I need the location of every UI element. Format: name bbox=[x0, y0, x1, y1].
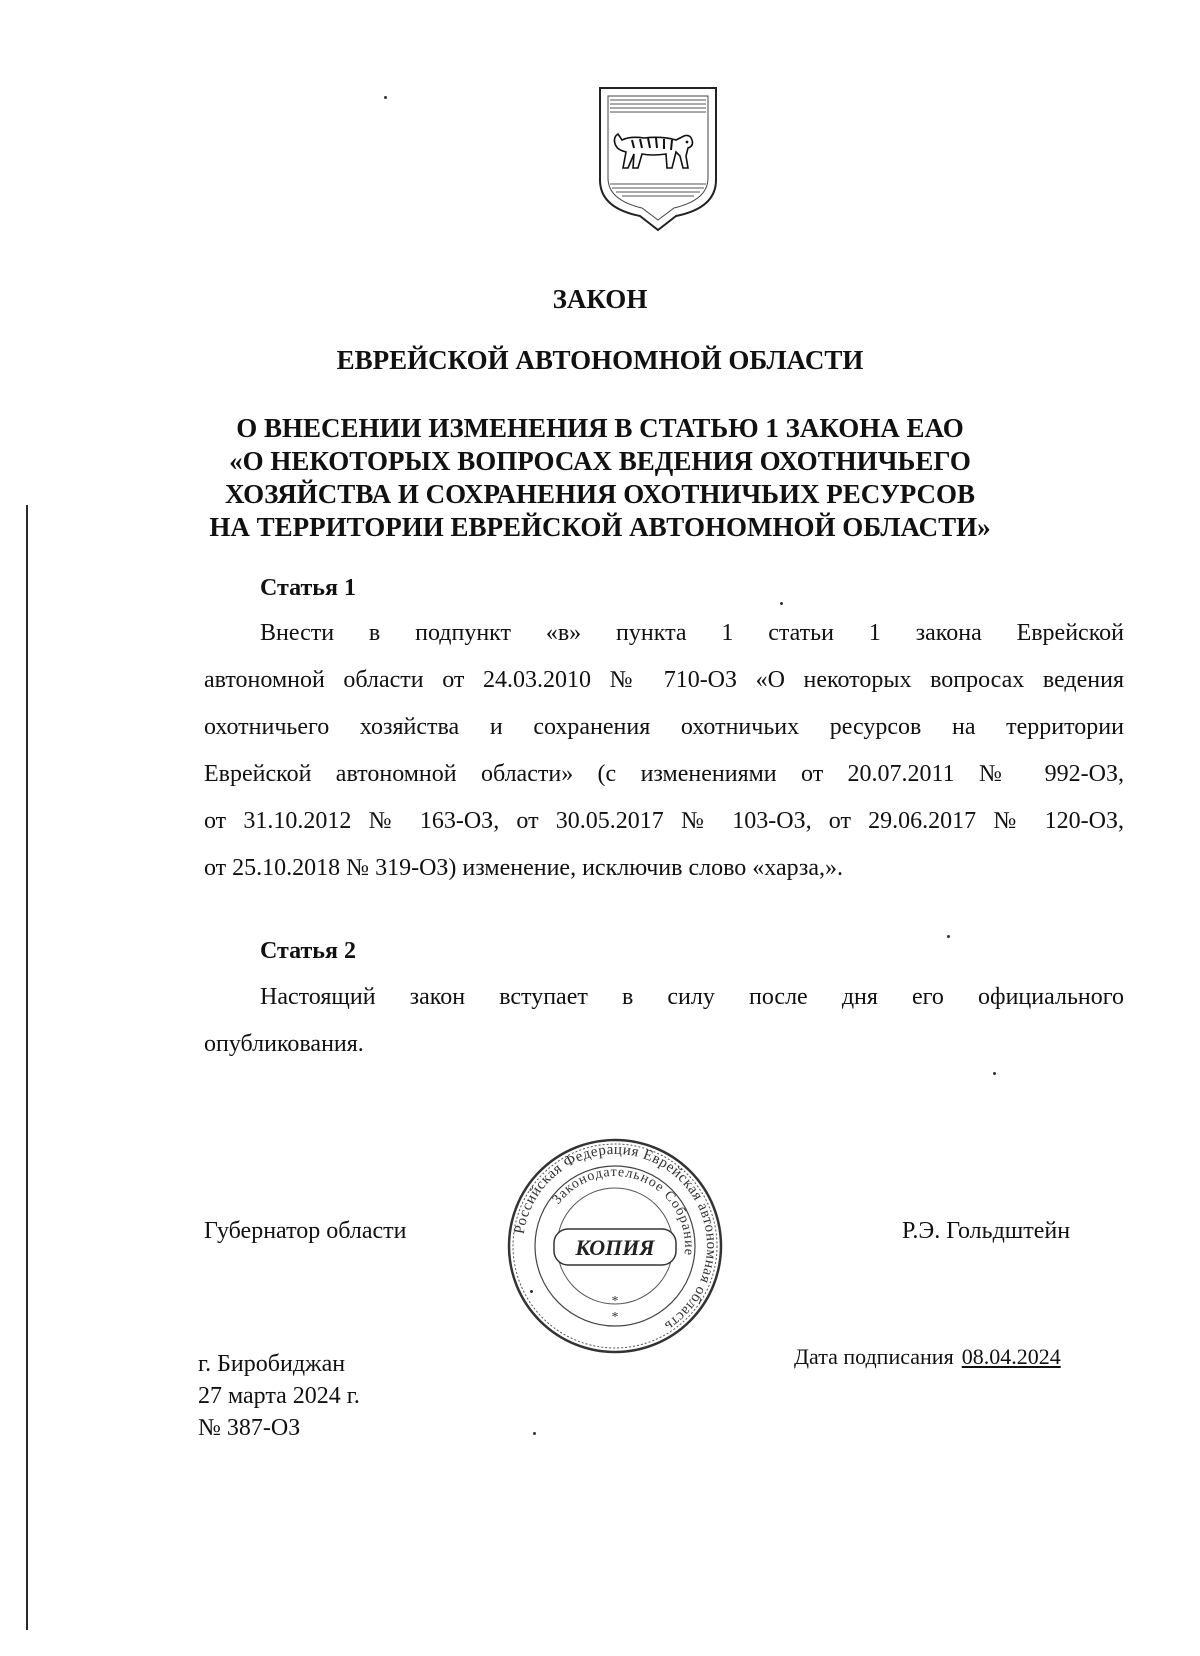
article-1-text bbox=[204, 610, 1124, 892]
stamp-inner-text: Законодательное Собрание bbox=[549, 1164, 697, 1257]
scan-speck bbox=[993, 1072, 996, 1075]
article-1-line: от 25.10.2018 № 319-ОЗ) изменение, исключив слово «харза,». bbox=[204, 855, 844, 881]
law-title bbox=[150, 412, 1050, 544]
law-title-line: НА ТЕРРИТОРИИ ЕВРЕЙСКОЙ АВТОНОМНОЙ ОБЛАСТИ» bbox=[209, 512, 991, 542]
scan-speck bbox=[780, 602, 783, 605]
region-name: ЕВРЕЙСКОЙ АВТОНОМНОЙ ОБЛАСТИ bbox=[336, 345, 864, 375]
law-title-line: О ВНЕСЕНИИ ИЗМЕНЕНИЯ В СТАТЬЮ 1 ЗАКОНА ЕАО bbox=[236, 413, 964, 443]
city: г. Биробиджан bbox=[198, 1351, 346, 1377]
stamp-center-label: КОПИЯ bbox=[575, 1235, 655, 1260]
signing-date-value: 08.04.2024 bbox=[961, 1344, 1061, 1369]
scan-speck bbox=[533, 1432, 536, 1435]
tiger-coat-of-arms-icon bbox=[592, 84, 724, 232]
scan-speck bbox=[947, 935, 950, 938]
article-1-line: Внести в подпункт «в» пункта 1 статьи 1 закона Еврейской bbox=[260, 620, 1124, 646]
stamp-outer-text: Российская Федерация Еврейская автономная область bbox=[511, 1141, 720, 1335]
place-date-block bbox=[198, 1348, 360, 1444]
official-seal-stamp bbox=[504, 1135, 726, 1357]
signatory-name: Р.Э. Гольдштейн bbox=[902, 1218, 1071, 1244]
article-2-text bbox=[204, 974, 1124, 1068]
svg-text:*: * bbox=[611, 1310, 619, 1325]
scan-margin-line bbox=[26, 505, 28, 1630]
law-title-line: ХОЗЯЙСТВА И СОХРАНЕНИЯ ОХОТНИЧЬИХ РЕСУРСОВ bbox=[224, 479, 976, 509]
article-1-line: автономной области от 24.03.2010 № 710-ОЗ «О некоторых вопросах ведения bbox=[204, 667, 1124, 693]
svg-text:*: * bbox=[611, 1294, 619, 1309]
adoption-date: 27 марта 2024 г. bbox=[198, 1383, 360, 1409]
article-2-heading: Статья 2 bbox=[260, 938, 356, 964]
signing-date-label: Дата подписания bbox=[794, 1344, 954, 1369]
law-number: № 387-ОЗ bbox=[198, 1415, 301, 1441]
article-1-line: охотничьего хозяйства и сохранения охотничьих ресурсов на территории bbox=[204, 714, 1124, 740]
signing-date-block bbox=[794, 1344, 1061, 1370]
scan-speck bbox=[384, 96, 387, 99]
signatory-position: Губернатор области bbox=[204, 1218, 407, 1244]
document-type: ЗАКОН bbox=[552, 284, 648, 314]
article-2-line: Настоящий закон вступает в силу после дня его официального bbox=[260, 984, 1124, 1010]
article-1-heading: Статья 1 bbox=[260, 575, 356, 601]
article-1-line: от 31.10.2012 № 163-ОЗ, от 30.05.2017 № 103-ОЗ, от 29.06.2017 № 120-ОЗ, bbox=[204, 808, 1124, 834]
article-1-line: Еврейской автономной области» (с изменениями от 20.07.2011 № 992-ОЗ, bbox=[204, 761, 1124, 787]
article-2-line: опубликования. bbox=[204, 1031, 364, 1057]
law-title-line: «О НЕКОТОРЫХ ВОПРОСАХ ВЕДЕНИЯ ОХОТНИЧЬЕГО bbox=[229, 446, 971, 476]
